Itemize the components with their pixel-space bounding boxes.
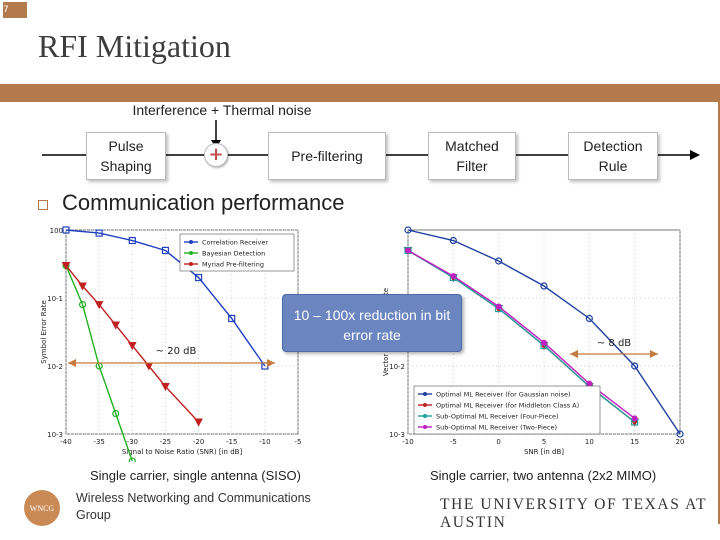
x-tick-label: 20 [675,438,685,446]
legend-marker [423,403,427,407]
pre-filtering-label: Pre-filtering [291,148,363,164]
x-tick-label: -10 [259,438,271,446]
y-axis-label: Symbol Error Rate [40,300,48,364]
data-point [542,340,547,345]
detection-rule-block [568,132,658,180]
x-tick-label: 15 [630,438,640,446]
x-tick-label: 10 [584,438,594,446]
x-tick-label: -20 [192,438,205,446]
legend-label: Sub-Optimal ML Receiver (Two-Piece) [436,423,558,432]
data-point [587,381,592,386]
y-tick-label: 10-1 [47,295,63,303]
y-tick-label: 10-3 [389,431,405,439]
legend-marker [189,251,193,255]
x-tick-label: -40 [60,438,72,446]
legend-marker [423,425,427,429]
university-wordmark: THE UNIVERSITY OF TEXAS AT AUSTIN [440,496,707,531]
y-tick-label: 10-2 [47,363,63,371]
pulse-shaping-label: Pulse Shaping [100,138,152,174]
matched-filter-label: Matched Filter [445,138,499,174]
detection-rule-label: Detection Rule [583,138,643,174]
x-tick-label: -5 [449,438,457,446]
slide-title: RFI Mitigation [38,28,231,64]
data-point [632,416,637,421]
y-tick-label: 10-2 [389,363,405,371]
legend-label: Myriad Pre-filtering [202,260,264,269]
legend-marker [189,240,193,244]
x-tick-label: -15 [225,438,238,446]
x-tick-label: -30 [126,438,139,446]
legend-marker [423,414,427,418]
x-tick-label: -10 [402,438,414,446]
bullet-text: Communication performance [62,190,345,215]
legend-label: Bayesian Detection [202,249,266,258]
wncg-logo [24,490,60,526]
y-tick-label: 100 [49,227,63,235]
pulse-shaping-block [86,132,166,180]
x-tick-label: -25 [159,438,172,446]
x-tick-label: -5 [294,438,302,446]
caption-left: Single carrier, single antenna (SISO) [90,468,301,483]
slide-number: 7 [3,2,27,18]
logo-text: WNCG [29,503,55,513]
matched-filter-block [428,132,516,180]
bullet-icon [38,200,48,210]
callout-box: 10 – 100x reduction in bit error rate [282,294,462,352]
adder-icon: + [204,143,228,167]
legend-label: Optimal ML Receiver (for Gaussian noise) [436,390,571,399]
data-point [451,274,456,279]
interference-label: Interference + Thermal noise [132,102,312,118]
annotation-label-left: ~ 20 dB [155,346,197,357]
data-point [406,248,411,253]
x-tick-label: 0 [496,438,501,446]
legend-label: Correlation Receiver [202,238,269,247]
x-tick-label: 5 [541,438,547,446]
data-point [496,304,501,309]
pre-filtering-block [268,132,386,180]
legend-label: Sub-Optimal ML Receiver (Four-Piece) [436,412,559,421]
x-axis-label: SNR [in dB] [523,448,565,456]
legend-label: Optimal ML Receiver (for Middleton Class A) [436,401,580,410]
annotation-label-right: ~ 8 dB [596,338,632,349]
legend-marker [423,392,427,396]
legend-marker [189,262,193,266]
y-tick-label: 10-3 [47,431,63,439]
x-tick-label: -35 [93,438,105,446]
x-axis-label: Signal to Noise Ratio (SNR) [in dB] [121,448,243,456]
caption-right: Single carrier, two antenna (2x2 MIMO) [430,468,657,483]
footer-group: Wireless Networking and Communications Group [76,491,311,522]
